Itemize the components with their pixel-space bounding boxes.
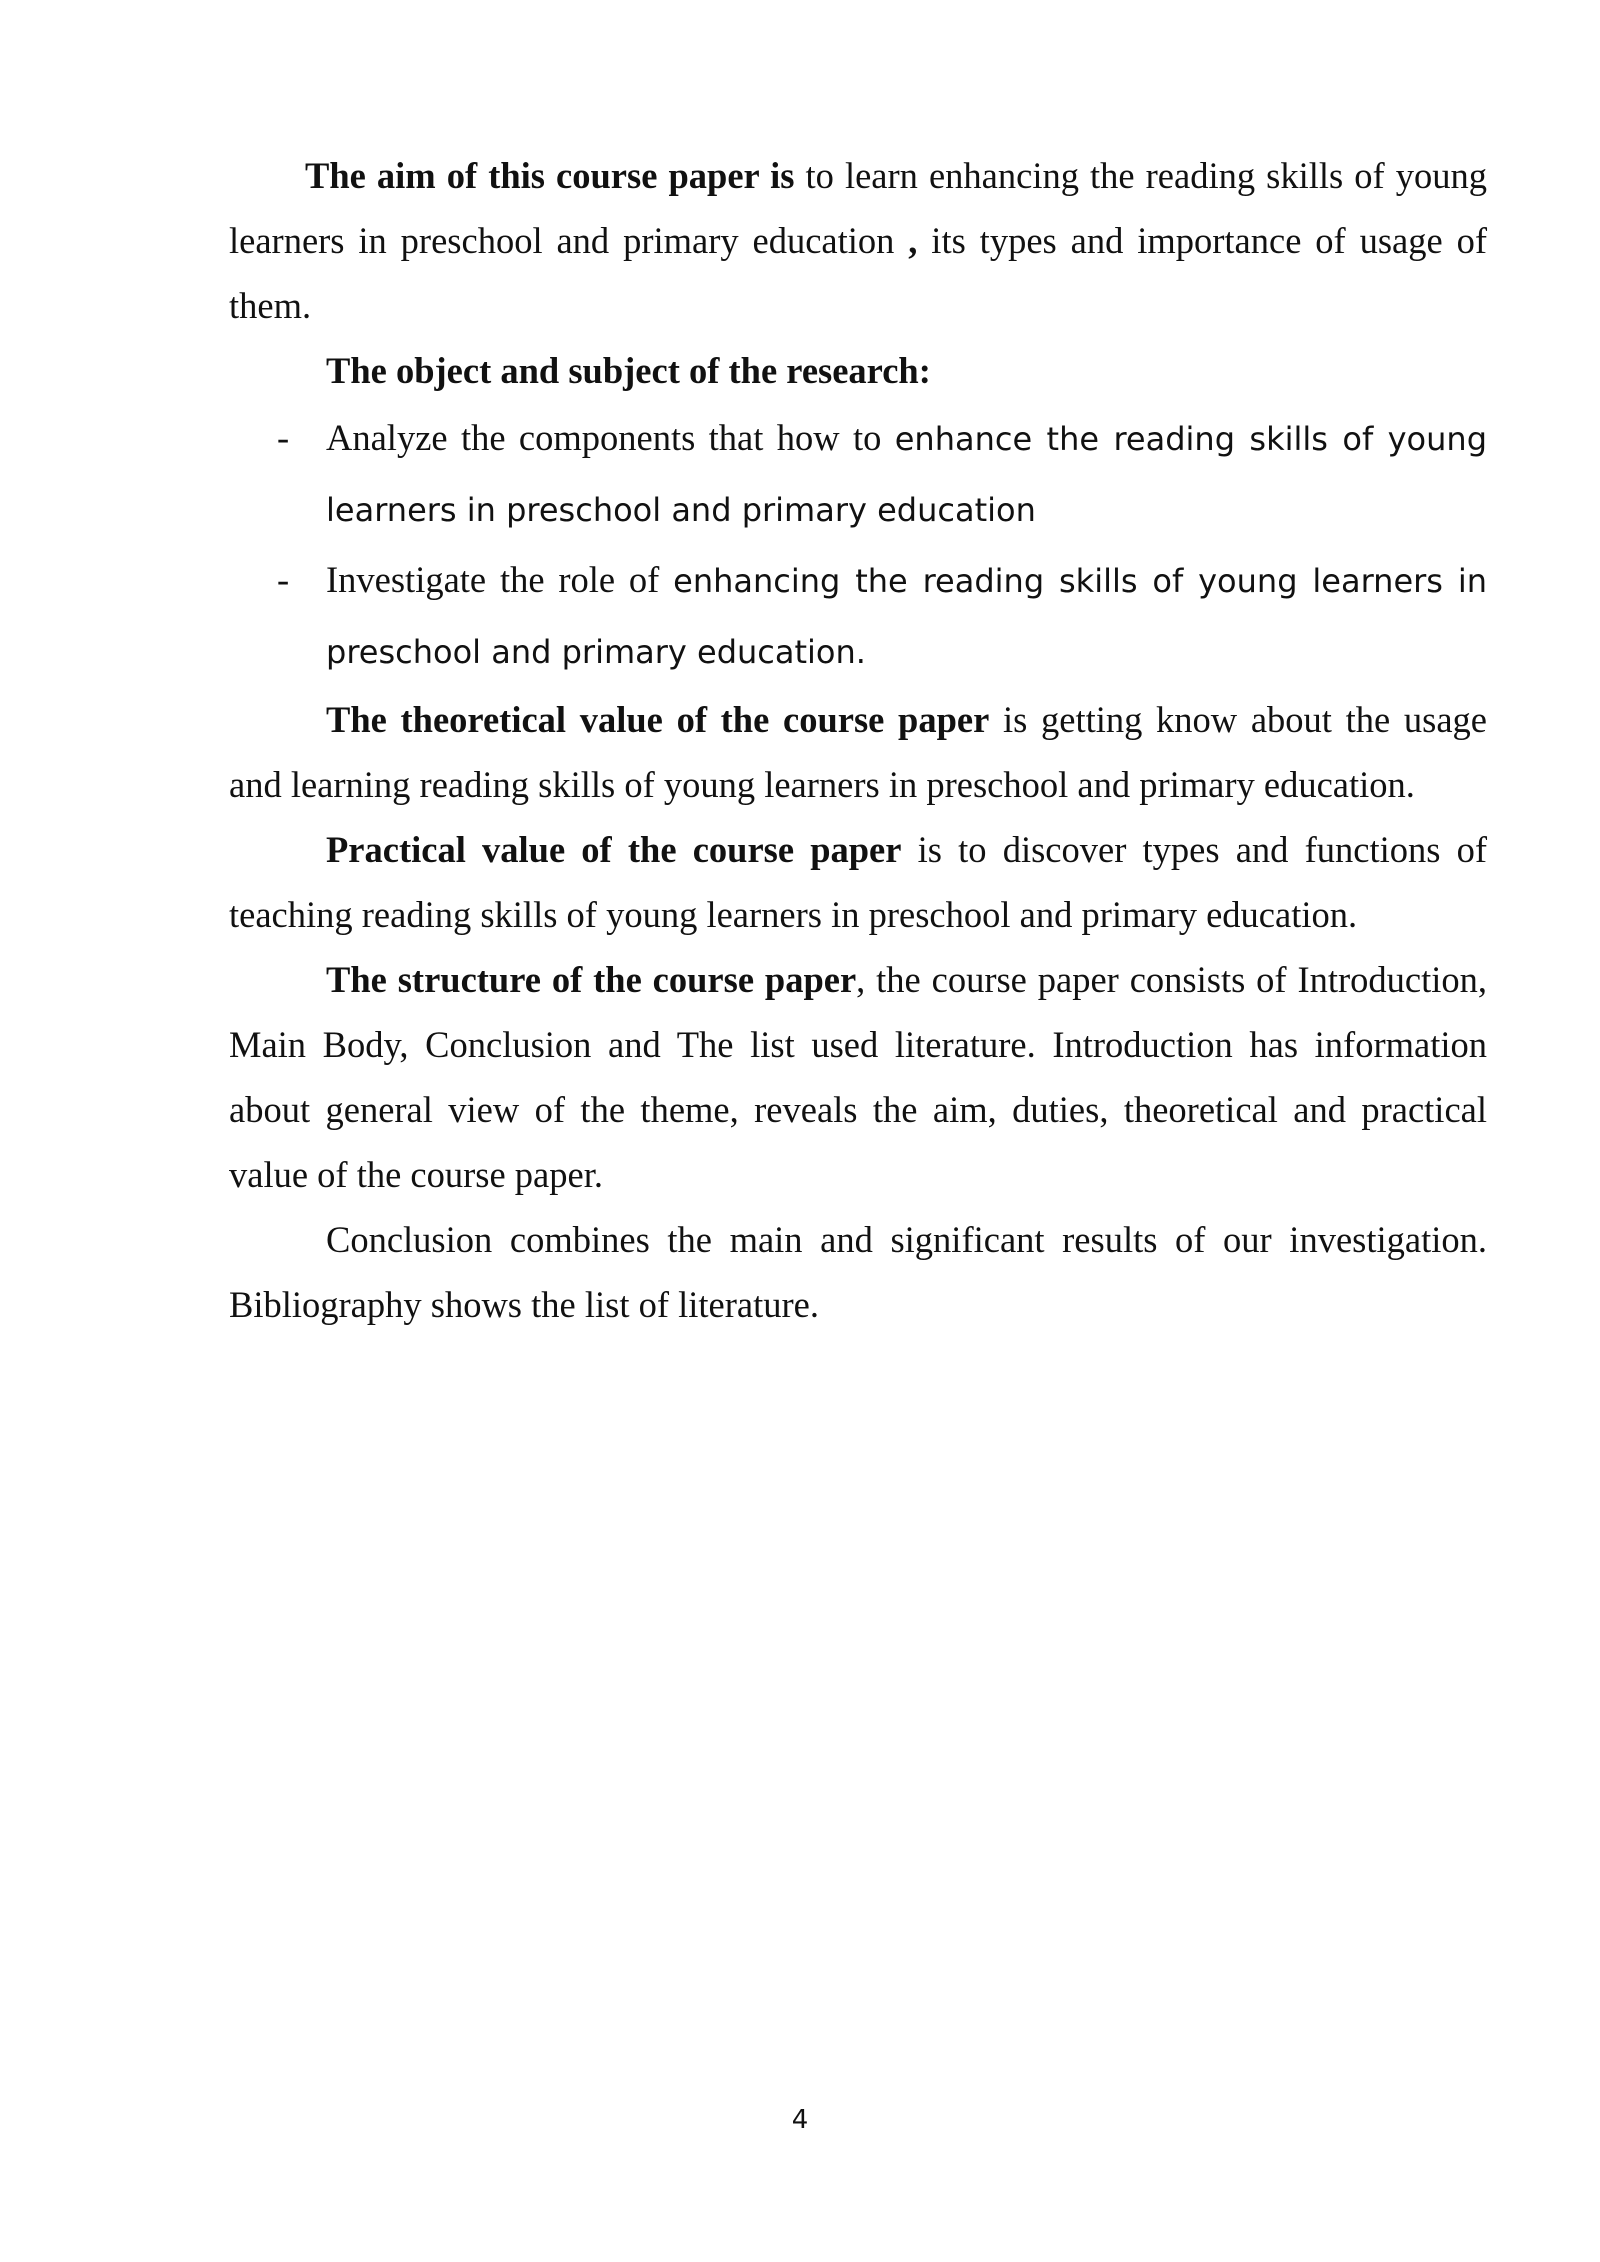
- bullet-text-serif: Analyze the components that how to: [326, 417, 895, 458]
- bullet-text-sans: enhancing the reading skills of young learners in preschool and primary education.: [326, 562, 1487, 671]
- bullet-text-serif: Investigate the role of: [326, 559, 674, 600]
- bullet-item-investigate: [229, 545, 1487, 687]
- theoretical-value-text: is getting know about the usage and learning reading skills of young learners in preschool and primary education.: [229, 699, 1487, 805]
- practical-value-label: Practical value of the course paper: [326, 829, 902, 870]
- structure-paragraph: [229, 947, 1487, 1207]
- conclusion-paragraph: Conclusion combines the main and significant results of our investigation. Bibliography shows the list of literature.: [229, 1219, 1487, 1325]
- bullet-dash: -: [277, 417, 290, 458]
- aim-comma: ,: [908, 220, 918, 261]
- aim-paragraph: [229, 143, 1487, 338]
- page-number: 4: [791, 2105, 809, 2135]
- structure-label: The structure of the course paper: [326, 959, 857, 1000]
- bullet-text-sans: enhance the reading skills of young learners in preschool and primary education: [326, 420, 1488, 529]
- theoretical-value-paragraph: [229, 687, 1487, 817]
- bullet-dash: -: [277, 559, 290, 600]
- aim-label: The aim of this course paper is: [305, 155, 795, 196]
- bullet-item-analyze: [229, 403, 1487, 545]
- aim-text-b: its types and importance of usage of them.: [229, 220, 1487, 326]
- practical-value-text: is to discover types and functions of teaching reading skills of young learners in preschool and primary education.: [229, 829, 1487, 935]
- page-body: [229, 143, 1487, 1337]
- aim-text-a: to learn enhancing the reading skills of young learners in preschool and primary education: [229, 155, 1488, 261]
- practical-value-paragraph: [229, 817, 1487, 947]
- object-subject-heading: The object and subject of the research:: [326, 350, 931, 391]
- structure-text: , the course paper consists of Introduction, Main Body, Conclusion and The list used literature. Introduction has information about general view of the theme, reveals the aim, duties, theoretical and practical value of the course paper.: [229, 959, 1488, 1195]
- theoretical-value-label: The theoretical value of the course paper: [326, 699, 990, 740]
